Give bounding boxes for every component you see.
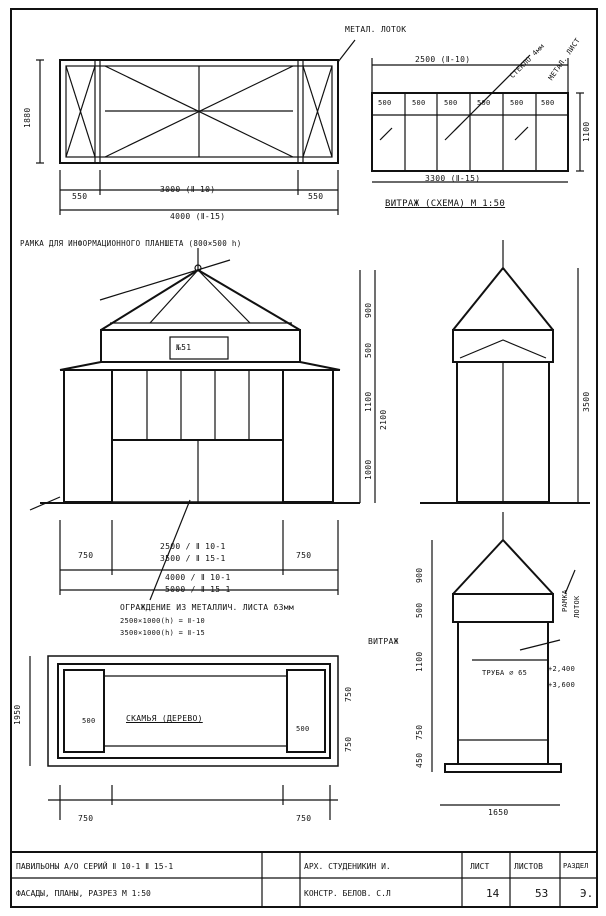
section-vitrage: ВИТРАЖ — [368, 637, 399, 646]
plan-500-right: 500 — [296, 725, 310, 733]
facade-sign: №51 — [176, 343, 192, 352]
panel-6: 500 — [541, 99, 555, 107]
designer: КОНСТР. БЕЛОВ. С.Л — [304, 889, 391, 898]
vitrage-dim-top: 2500 (Ⅱ-10) — [415, 55, 471, 64]
dim-line-3: 4000 / Ⅱ 10-1 — [165, 573, 231, 582]
panel-3: 500 — [444, 99, 458, 107]
dim-line-1: 2500 / Ⅱ 10-1 — [160, 542, 226, 551]
facade-dim-1000: 1000 — [364, 459, 373, 480]
vitrage-dim-total: 3300 (Ⅱ-15) — [425, 174, 481, 183]
sheets-count: 53 — [535, 887, 549, 900]
facade-dim-right: 750 — [296, 551, 312, 560]
fence-note: ОГРАЖДЕНИЕ ИЗ МЕТАЛЛИЧ. ЛИСТА δ3мм — [120, 603, 294, 612]
sheet-title: ФАСАДЫ, ПЛАНЫ, РАЗРЕЗ М 1:50 — [16, 889, 151, 898]
plan-height: 1950 — [13, 704, 22, 725]
vitrage-height: 1100 — [582, 121, 591, 142]
dim-mid: 3000 (Ⅱ-10) — [160, 185, 216, 194]
section-pipe: ТРУБА ⌀ 65 — [482, 669, 528, 677]
dim-right: 550 — [308, 192, 324, 201]
facade-dim-2100: 2100 — [379, 409, 388, 430]
plan-500-left: 500 — [82, 717, 96, 725]
section-dim-500: 500 — [415, 602, 424, 618]
frame-note: РАМКА ДЛЯ ИНФОРМАЦИОННОГО ПЛАНШЕТА (800×500 h) — [20, 239, 242, 248]
panel-2: 500 — [412, 99, 426, 107]
panel-1: 500 — [378, 99, 392, 107]
project-name: ПАВИЛЬОНЫ А/О СЕРИЙ Ⅱ 10-1 Ⅱ 15-1 — [16, 862, 174, 871]
section-header: РАЗДЕЛ — [563, 862, 589, 870]
sheets-header: ЛИСТОВ — [514, 862, 543, 871]
section-tray: ЛОТОК — [573, 595, 581, 618]
section-dim-900: 900 — [415, 567, 424, 583]
dim-line-4: 5000 / Ⅱ 15-1 — [165, 585, 231, 594]
tray-note: МЕТАЛ. ЛОТОК — [345, 25, 407, 34]
facade-dim-500: 500 — [364, 342, 373, 358]
vitrage-caption: ВИТРАЖ (СХЕМА) М 1:50 — [385, 199, 506, 209]
facade-dim-1100: 1100 — [364, 391, 373, 412]
sheet-number: 14 — [486, 887, 500, 900]
fence-line-2: 3500×1000(h) = Ⅱ-15 — [120, 629, 206, 637]
glass-note: СТЕКЛО 4мм — [508, 42, 547, 80]
section-dim-1100: 1100 — [415, 651, 424, 672]
plan-750-a: 750 — [344, 686, 353, 702]
section-mark-1: +2,400 — [548, 665, 576, 673]
fence-line-1: 2500×1000(h) = Ⅱ-10 — [120, 617, 206, 625]
metal-note: МЕТАЛ. ЛИСТ — [546, 36, 582, 82]
section-dim-750: 750 — [415, 724, 424, 740]
side-facade — [420, 240, 590, 503]
section-mark-2: +3,600 — [548, 681, 576, 689]
facade-dim-900: 900 — [364, 302, 373, 318]
dim-left: 550 — [72, 192, 88, 201]
plan-view — [30, 656, 338, 820]
section-code: Э. — [580, 887, 594, 900]
panel-5: 500 — [510, 99, 524, 107]
dim-total: 4000 (Ⅱ-15) — [170, 212, 226, 221]
section-dim-450: 450 — [415, 752, 424, 768]
section-width: 1650 — [488, 808, 509, 817]
title-block — [10, 851, 598, 910]
section-view — [432, 512, 575, 805]
bench-label: СКАМЬЯ (ДЕРЕВО) — [126, 714, 203, 723]
plan-dim-left: 750 — [78, 814, 94, 823]
panel-4: 500 — [477, 99, 491, 107]
sheet-header: ЛИСТ — [470, 862, 490, 871]
top-height-dim: 1880 — [23, 107, 32, 128]
architect: АРХ. СТУДЕНИКИН И. — [304, 862, 391, 871]
side-height: 3500 — [582, 391, 591, 412]
section-frame: РАМКА — [561, 589, 569, 612]
plan-dim-right: 750 — [296, 814, 312, 823]
plan-750-b: 750 — [344, 736, 353, 752]
dim-line-2: 3500 / Ⅱ 15-1 — [160, 554, 226, 563]
facade-dim-left: 750 — [78, 551, 94, 560]
